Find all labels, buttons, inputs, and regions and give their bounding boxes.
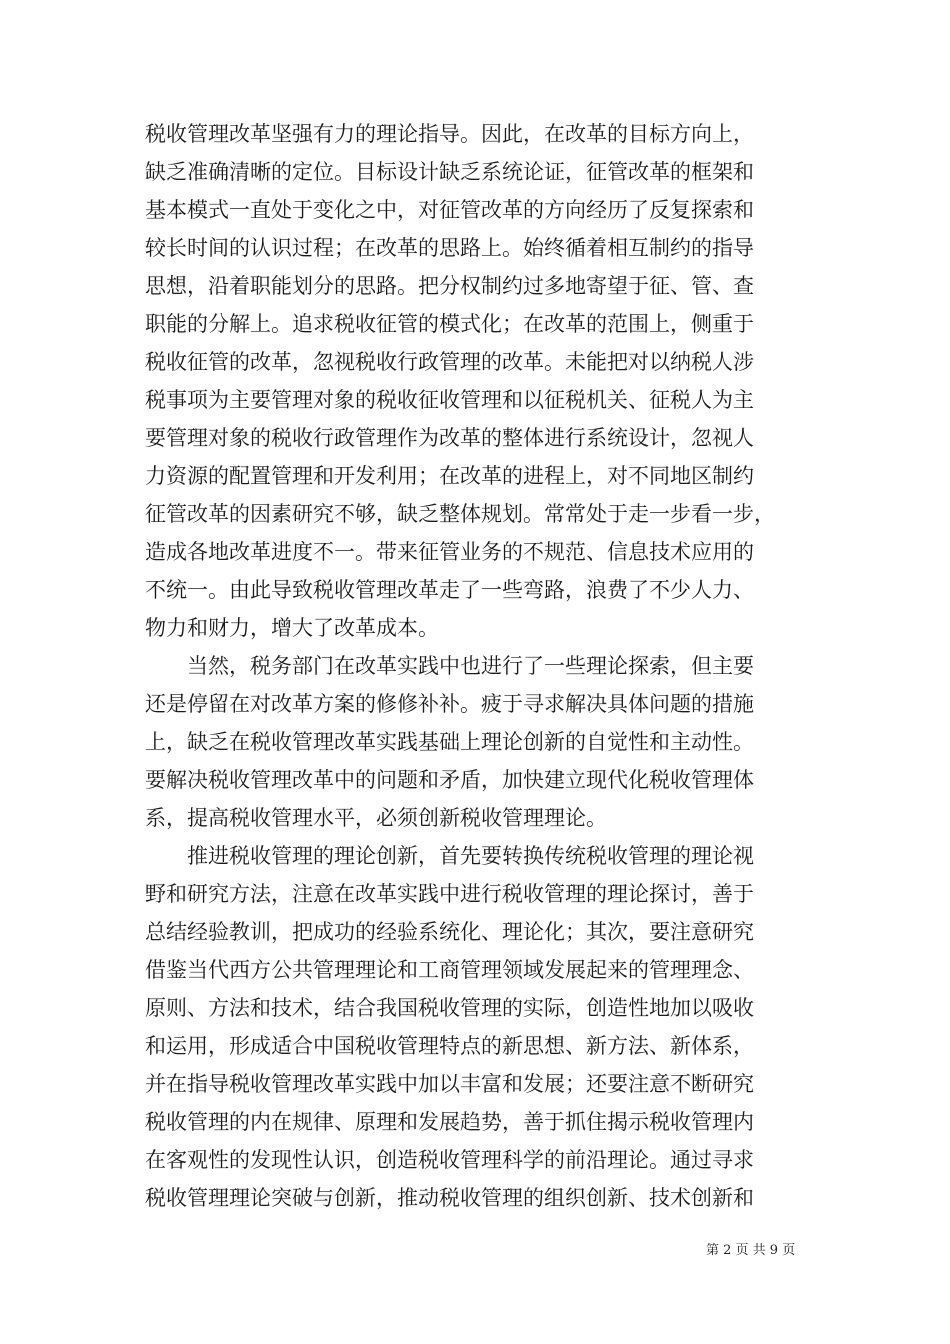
text-line: 借鉴当代西方公共管理理论和工商管理领域发展起来的管理理念、	[145, 958, 754, 982]
page-number: 第 2 页 共 9 页	[706, 1243, 796, 1258]
body-text	[145, 115, 810, 1217]
text-line: 税事项为主要管理对象的税收征收管理和以征税机关、征税人为主	[145, 388, 754, 412]
text-line: 力资源的配置管理和开发利用；在改革的进程上，对不同地区制约	[145, 464, 754, 488]
text-line: 思想，沿着职能划分的思路。把分权制约过多地寄望于征、管、查	[145, 274, 754, 298]
text-line: 缺乏准确清晰的定位。目标设计缺乏系统论证，征管改革的框架和	[145, 160, 754, 184]
text-line: 总结经验教训，把成功的经验系统化、理论化；其次，要注意研究	[145, 920, 754, 944]
text-line: 上，缺乏在税收管理改革实践基础上理论创新的自觉性和主动性。	[145, 730, 754, 754]
text-line: 税收征管的改革，忽视税收行政管理的改革。未能把对以纳税人涉	[145, 350, 754, 374]
text-line: 和运用，形成适合中国税收管理特点的新思想、新方法、新体系，	[145, 1034, 754, 1058]
text-line: 原则、方法和技术，结合我国税收管理的实际，创造性地加以吸收	[145, 996, 754, 1020]
paragraph-start-line: 推进税收管理的理论创新，首先要转换传统税收管理的理论视	[187, 844, 754, 868]
text-line: 还是停留在对改革方案的修修补补。疲于寻求解决具体问题的措施	[145, 692, 754, 716]
text-line: 在客观性的发现性认识，创造税收管理科学的前沿理论。通过寻求	[145, 1148, 754, 1172]
text-line: 不统一。由此导致税收管理改革走了一些弯路，浪费了不少人力、	[145, 578, 754, 602]
text-line: 物力和财力，增大了改革成本。	[145, 616, 439, 640]
text-line: 税收管理改革坚强有力的理论指导。因此，在改革的目标方向上，	[145, 122, 754, 146]
text-line: 基本模式一直处于变化之中，对征管改革的方向经历了反复探索和	[145, 198, 754, 222]
text-line: 税收管理理论突破与创新，推动税收管理的组织创新、技术创新和	[145, 1186, 754, 1210]
text-line: 并在指导税收管理改革实践中加以丰富和发展；还要注意不断研究	[145, 1072, 754, 1096]
text-line: 较长时间的认识过程；在改革的思路上。始终循着相互制约的指导	[145, 236, 754, 260]
text-line: 系，提高税收管理水平，必须创新税收管理理论。	[145, 806, 607, 830]
text-line: 职能的分解上。追求税收征管的模式化；在改革的范围上，侧重于	[145, 312, 754, 336]
paragraph-start-line: 当然，税务部门在改革实践中也进行了一些理论探索，但主要	[187, 654, 754, 678]
text-line: 造成各地改革进度不一。带来征管业务的不规范、信息技术应用的	[145, 540, 754, 564]
text-line: 要解决税收管理改革中的问题和矛盾，加快建立现代化税收管理体	[145, 768, 754, 792]
text-line: 征管改革的因素研究不够，缺乏整体规划。常常处于走一步看一步，	[145, 502, 775, 526]
text-line: 要管理对象的税收行政管理作为改革的整体进行系统设计，忽视人	[145, 426, 754, 450]
text-line: 税收管理的内在规律、原理和发展趋势，善于抓住揭示税收管理内	[145, 1110, 754, 1134]
text-line: 野和研究方法，注意在改革实践中进行税收管理的理论探讨，善于	[145, 882, 754, 906]
